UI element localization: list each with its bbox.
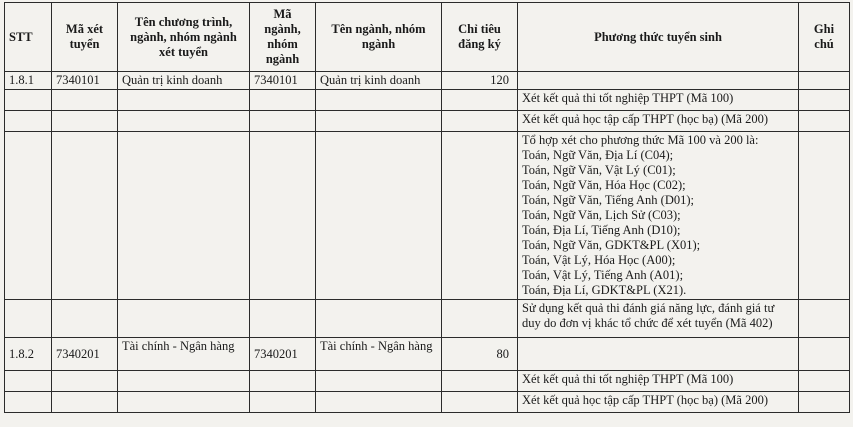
header-ghi-chu: Ghi chú bbox=[799, 3, 850, 72]
program-chi-tieu: 80 bbox=[442, 338, 518, 371]
combo-item: Toán, Vật Lý, Tiếng Anh (A01); bbox=[522, 268, 684, 282]
method-thpt: Xét kết quả thi tốt nghiệp THPT (Mã 100) bbox=[518, 371, 799, 392]
combo-item: Toán, Ngữ Văn, Địa Lí (C04); bbox=[522, 148, 674, 162]
header-phuong-thuc: Phương thức tuyển sinh bbox=[518, 3, 799, 72]
combo-item: Toán, Ngữ Văn, Lịch Sử (C03); bbox=[522, 208, 681, 222]
admissions-table bbox=[4, 2, 850, 413]
method-cell bbox=[518, 338, 799, 371]
combo-item: Toán, Địa Lí, GDKT&PL (X21). bbox=[522, 283, 687, 297]
header-chi-tieu: Chỉ tiêu đăng ký bbox=[442, 3, 518, 72]
method-dgnl: Sử dụng kết quả thi đánh giá năng lực, đánh giá tư duy do đơn vị khác tổ chức để xét tuyển (Mã 402) bbox=[518, 300, 799, 338]
method-row bbox=[5, 132, 850, 300]
program-ma-nganh: 7340101 bbox=[250, 72, 316, 90]
combo-item: Toán, Địa Lí, Tiếng Anh (D10); bbox=[522, 223, 681, 237]
program-ma-xet-tuyen: 7340101 bbox=[52, 72, 118, 90]
header-ma-xet-tuyen: Mã xét tuyển bbox=[52, 3, 118, 72]
program-ma-nganh: 7340201 bbox=[250, 338, 316, 371]
combo-title: Tổ hợp xét cho phương thức Mã 100 và 200 là: bbox=[522, 133, 759, 147]
method-row bbox=[5, 300, 850, 338]
combo-item: Toán, Vật Lý, Hóa Học (A00); bbox=[522, 253, 676, 267]
combo-item: Toán, Ngữ Văn, GDKT&PL (X01); bbox=[522, 238, 701, 252]
program-stt: 1.8.2 bbox=[5, 338, 52, 371]
program-ten-nganh: Tài chính - Ngân hàng bbox=[316, 338, 442, 371]
method-thpt: Xét kết quả thi tốt nghiệp THPT (Mã 100) bbox=[518, 90, 799, 111]
header-row bbox=[5, 3, 850, 72]
program-row bbox=[5, 72, 850, 90]
method-row bbox=[5, 111, 850, 132]
note-cell bbox=[799, 338, 850, 371]
method-hocba: Xét kết quả học tập cấp THPT (học bạ) (Mã 200) bbox=[518, 392, 799, 413]
program-ma-xet-tuyen: 7340201 bbox=[52, 338, 118, 371]
header-ma-nganh: Mã ngành, nhóm ngành bbox=[250, 3, 316, 72]
program-ten-chuong-trinh: Tài chính - Ngân hàng bbox=[118, 338, 250, 371]
program-row bbox=[5, 338, 850, 371]
note-cell bbox=[799, 72, 850, 90]
program-ten-nganh: Quản trị kinh doanh bbox=[316, 72, 442, 90]
program-ten-chuong-trinh: Quản trị kinh doanh bbox=[118, 72, 250, 90]
method-row bbox=[5, 392, 850, 413]
combo-item: Toán, Ngữ Văn, Vật Lý (C01); bbox=[522, 163, 676, 177]
method-combos bbox=[518, 132, 799, 300]
header-ten-chuong-trinh: Tên chương trình, ngành, nhóm ngành xét tuyển bbox=[118, 3, 250, 72]
header-ten-nganh: Tên ngành, nhóm ngành bbox=[316, 3, 442, 72]
method-row bbox=[5, 90, 850, 111]
combo-item: Toán, Ngữ Văn, Tiếng Anh (D01); bbox=[522, 193, 694, 207]
method-cell bbox=[518, 72, 799, 90]
program-stt: 1.8.1 bbox=[5, 72, 52, 90]
combo-item: Toán, Ngữ Văn, Hóa Học (C02); bbox=[522, 178, 686, 192]
method-hocba: Xét kết quả học tập cấp THPT (học bạ) (Mã 200) bbox=[518, 111, 799, 132]
method-row bbox=[5, 371, 850, 392]
program-chi-tieu: 120 bbox=[442, 72, 518, 90]
header-stt: STT bbox=[5, 3, 52, 72]
